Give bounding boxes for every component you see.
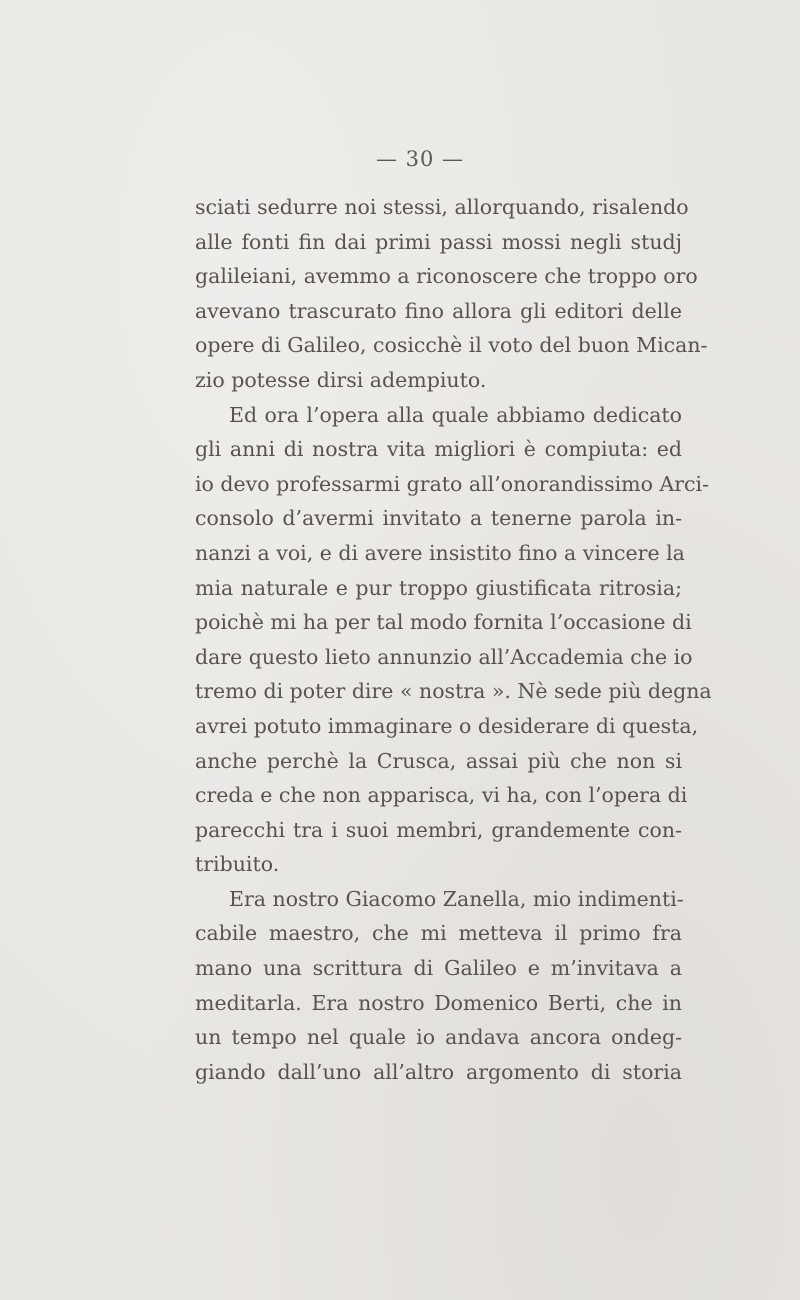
text-line: Era nostro Giacomo Zanella, mio indimenti- [229,886,684,911]
text-line: mano una scrittura di Galileo e m’invitava a [195,956,682,981]
text-line: Ed ora l’opera alla quale abbiamo dedicato [229,402,682,427]
text-line: io devo professarmi grato all’onorandissimo Arci- [195,471,710,496]
page-number: — 30 — [375,147,465,171]
text-line: opere di Galileo, cosicchè il voto del buon Mican- [195,333,708,358]
text-line: tribuito. [195,852,280,877]
text-line: meditarla. Era nostro Domenico Berti, che in [195,990,682,1015]
text-line: zio potesse dirsi adempiuto. [195,367,487,392]
text-line: avrei potuto immaginare o desiderare di questa, [195,713,699,738]
body-text [195,190,712,1089]
text-line: consolo d’avermi invitato a tenerne parola in- [195,506,682,531]
text-line: nanzi a voi, e di avere insistito fino a vincere la [195,540,685,565]
text-line: dare questo lieto annunzio all’Accademia che io [195,644,693,669]
text-line: cabile maestro, che mi metteva il primo fra [195,921,682,946]
text-line: sciati sedurre noi stessi, allorquando, risalendo [195,195,689,219]
text-line: parecchi tra i suoi membri, grandemente con- [195,817,682,842]
text-line: giando dall’uno all’altro argomento di storia [195,1059,682,1084]
text-line: galileiani, avemmo a riconoscere che troppo oro [195,264,698,289]
text-line: creda e che non apparisca, vi ha, con l’opera di [195,783,688,808]
text-line: tremo di poter dire « nostra ». Nè sede più degna [195,679,712,704]
text-line: anche perchè la Crusca, assai più che non si [195,748,682,773]
text-line: poichè mi ha per tal modo fornita l’occasione di [195,610,692,635]
text-line: alle fonti fin dai primi passi mossi negli studj [195,229,682,254]
text-line: gli anni di nostra vita migliori è compiuta: ed [195,437,682,462]
text-line: mia naturale e pur troppo giustificata ritrosia; [195,575,682,600]
text-line: un tempo nel quale io andava ancora ondeg- [195,1025,682,1050]
text-line: avevano trascurato fino allora gli editori delle [195,298,682,323]
